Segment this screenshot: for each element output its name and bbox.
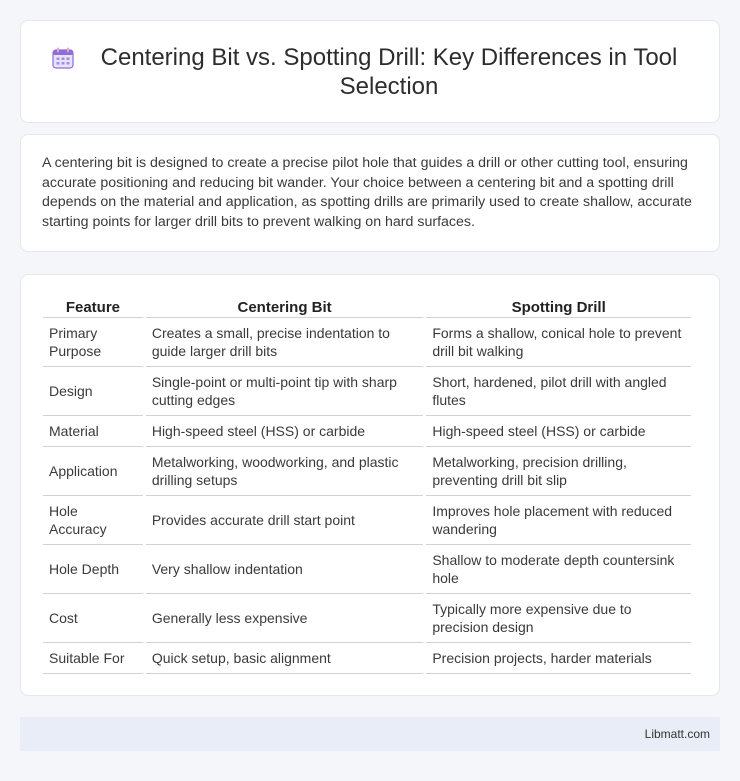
table-row (43, 496, 691, 545)
table-header-row (43, 297, 691, 318)
header-centering-bit: Centering Bit (146, 297, 424, 318)
title-card (20, 20, 720, 123)
feature-cell: Cost (43, 594, 143, 643)
table-row (43, 594, 691, 643)
spotting-drill-cell: Shallow to moderate depth countersink hole (426, 545, 691, 594)
calendar-icon (51, 46, 75, 70)
centering-bit-cell: Single-point or multi-point tip with sharp cutting edges (146, 367, 424, 416)
table-row (43, 367, 691, 416)
spotting-drill-cell: Improves hole placement with reduced wandering (426, 496, 691, 545)
comparison-card (20, 274, 720, 696)
intro-paragraph: A centering bit is designed to create a precise pilot hole that guides a drill or other cutting tool, ensuring accurate positioning and reducing bit wander. Your choice between a centering bit and a spotting drill depends on the material and application, as spotting drills are primarily used to create shallow, accurate starting points for larger drill bits to prevent walking on hard surfaces. (42, 155, 692, 230)
table-row (43, 447, 691, 496)
table-row (43, 545, 691, 594)
footer (20, 717, 720, 751)
centering-bit-cell: Quick setup, basic alignment (146, 643, 424, 674)
centering-bit-cell: High-speed steel (HSS) or carbide (146, 416, 424, 447)
spotting-drill-cell: Short, hardened, pilot drill with angled flutes (426, 367, 691, 416)
table-row (43, 643, 691, 674)
comparison-table (40, 297, 694, 674)
table-row (43, 416, 691, 447)
page-title: Centering Bit vs. Spotting Drill: Key Differences in Tool Selection (100, 43, 678, 100)
feature-cell: Hole Accuracy (43, 496, 143, 545)
centering-bit-cell: Provides accurate drill start point (146, 496, 424, 545)
centering-bit-cell: Very shallow indentation (146, 545, 424, 594)
spotting-drill-cell: Metalworking, precision drilling, preventing drill bit slip (426, 447, 691, 496)
spotting-drill-cell: Precision projects, harder materials (426, 643, 691, 674)
spotting-drill-cell: Forms a shallow, conical hole to prevent drill bit walking (426, 318, 691, 367)
table-row (43, 318, 691, 367)
feature-cell: Material (43, 416, 143, 447)
centering-bit-cell: Creates a small, precise indentation to guide larger drill bits (146, 318, 424, 367)
footer-brand-link[interactable]: Libmatt.com (644, 727, 710, 741)
header-spotting-drill: Spotting Drill (426, 297, 691, 318)
feature-cell: Primary Purpose (43, 318, 143, 367)
centering-bit-cell: Generally less expensive (146, 594, 424, 643)
intro-card (20, 134, 720, 252)
feature-cell: Design (43, 367, 143, 416)
spotting-drill-cell: Typically more expensive due to precision design (426, 594, 691, 643)
feature-cell: Hole Depth (43, 545, 143, 594)
centering-bit-cell: Metalworking, woodworking, and plastic drilling setups (146, 447, 424, 496)
feature-cell: Application (43, 447, 143, 496)
header-feature: Feature (43, 297, 143, 318)
feature-cell: Suitable For (43, 643, 143, 674)
spotting-drill-cell: High-speed steel (HSS) or carbide (426, 416, 691, 447)
